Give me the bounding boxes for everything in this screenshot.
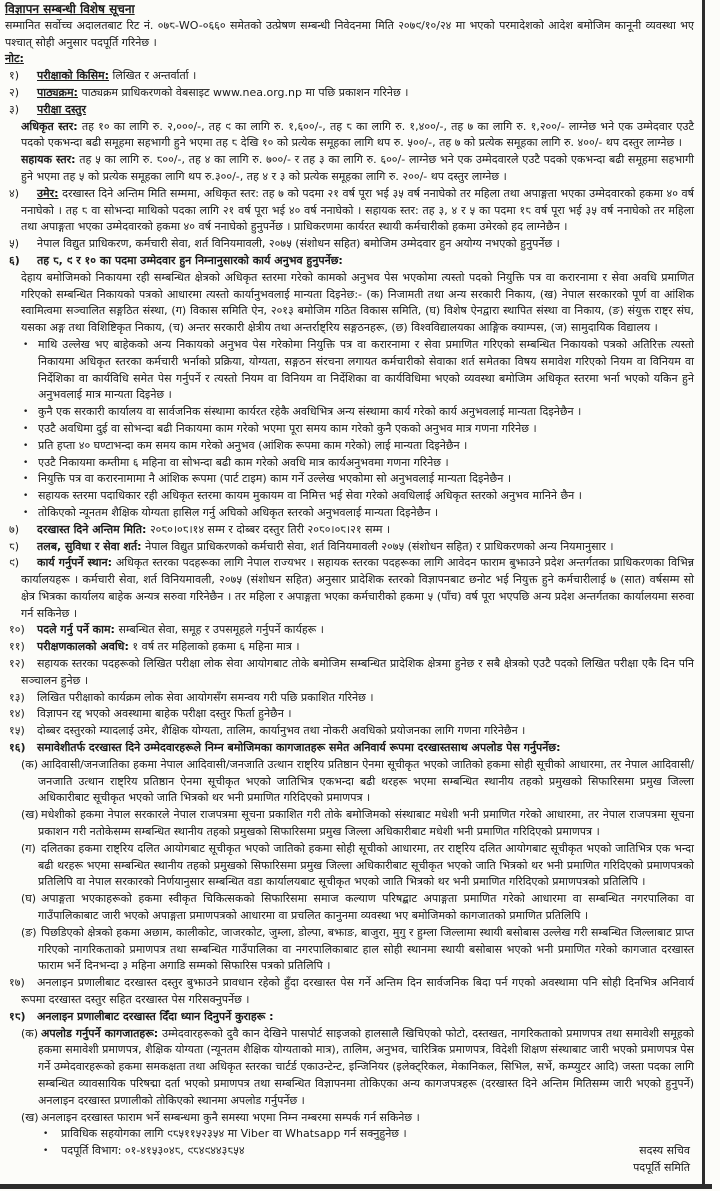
- item-text: पाठ्यक्रम प्राधिकरणको वेबसाइट www.nea.org.np मा पछि प्रकाशन गरिनेछ ।: [81, 85, 409, 99]
- signature-role: सदस्य सचिव: [639, 1144, 690, 1158]
- sub-item: [5, 1110, 694, 1127]
- bullet-item: [5, 438, 694, 455]
- item-label: परीक्षा दस्तुर: [37, 102, 87, 116]
- list-item: [5, 690, 694, 707]
- item-label: उमेर:: [37, 186, 59, 200]
- item-head: [5, 656, 694, 690]
- list-item: [5, 1009, 694, 1160]
- sub-number: (ङ): [21, 925, 37, 939]
- item-number: ८): [9, 539, 20, 553]
- sub-number: (ग): [21, 841, 36, 855]
- sub-number: (ख): [21, 808, 39, 822]
- sub-number: (ख): [21, 1110, 39, 1124]
- bullet-icon: •: [23, 407, 29, 418]
- sub-label: अधिकृत स्तर:: [21, 119, 78, 133]
- list-item: [5, 236, 694, 253]
- item-number: ९): [9, 556, 20, 570]
- sub-text: तोकिएको न्यूनतम शैक्षिक योग्यता हासिल गर्नु अघिको अधिकृत स्तरको अनुभवलाई मान्यता दिइनेछैन ।: [38, 505, 439, 519]
- item-text: सम्बन्धित सेवा, समूह र उपसमूहले गर्नुपर्ने कार्यहरू ।: [118, 623, 324, 637]
- item-head: [5, 706, 694, 723]
- item-head: [5, 975, 694, 1009]
- sub-number: (क): [21, 757, 39, 771]
- sub-text: उम्मेदवारहरूको दुवै कान देखिने पासपोर्ट साइजको हालसालै खिचिएको फोटो, दस्तखत, नागरिकताको प्रमाणपत्र तथा समावेशी समूहको हकमा समावेशी प्रमाणपत्र, शैक्षिक योग्यता (न्यूनतम शैक्षिक योग्यताको मात्र), तालिम, अनुभव, चारित्रिक प्रमाणपत्र, विदेशी शिक्षण संस्थाबाट जारी भएको प्रमाणपत्र पेस गर्ने उम्मेदवारहरूको हकमा समकक्षता तथा अधिकृत स्तरका चार्टर्ड एकाउन्टेन्ट, इन्जिनियर (इलेक्ट्रिकल, मेकानिकल, सिभिल, सर्भे, कम्प्युटर आदि) जस्ता पदका लागि सम्बन्धित व्यावसायिक परिषद्मा दर्ता भएको प्रमाणपत्र तथा सम्बन्धित विज्ञापनमा तोकिएका अन्य कागजपत्रहरू (दरखास्त दिने अन्तिम मितिसम्म जारी भएको हुनुपर्ने) अनलाइन दरखास्त प्रणालीको तोकिएको स्थानमा अपलोड गर्नुपर्नेछ ।: [38, 1026, 695, 1107]
- sub-item: [5, 807, 694, 841]
- item-number: १४): [9, 707, 25, 721]
- item-head: [5, 723, 694, 740]
- bullet-icon: •: [23, 423, 29, 434]
- item-number: १०): [9, 623, 25, 637]
- bullet-icon: •: [43, 1146, 49, 1157]
- item-label: परीक्षणकालको अवधि:: [37, 640, 129, 654]
- notice-list: [5, 68, 694, 1160]
- sub-text: एउटै अवधिमा दुई वा सोभन्दा बढी निकायमा काम गरेको भएमा पूरा समय काम गरेको कुनै एकको अनुभव मात्र गणना गरिनेछ ।: [38, 421, 537, 435]
- item-text: अनलाइन प्रणालीबाट दरखास्त दस्तुर बुझाउने प्रावधान रहेको हुँदा दरखास्त पेस गर्ने अन्तिम दिन सार्वजनिक बिदा पर्न गएको अवस्थामा पनि सोही दिनभित्र अनिवार्य रूपमा दरखास्त दस्तुर सहित दरखास्त पेस गरिसक्नुपर्नेछ ।: [21, 976, 694, 1007]
- bullet-item: [5, 505, 694, 522]
- item-text: लिखित परीक्षाको कार्यक्रम लोक सेवा आयोगसँग समन्वय गरी पछि प्रकाशित गरिनेछ ।: [37, 690, 374, 704]
- sub-text: देहाय बमोजिमको निकायमा रही सम्बन्धित क्षेत्रको अधिकृत स्तरमा गरेको कामको अनुभव पेस भएकोमा त्यस्तो पदको नियुक्ति पत्र वा करारनामा र सेवा अवधि प्रमाणित गरिएको सम्बन्धित निकायको पत्रको आधारमा त्यस्तो कार्यानुभवलाई मान्यता दिइनेछ:- (क) निजामती तथा अन्य सरकारी निकाय, (ख) नेपाल सरकारको पूर्ण वा आंशिक स्वामित्वमा सञ्चालित सङ्गठित संस्था, (ग) विकास समिति ऐन, २०१३ बमोजिम गठित विकास समिति, (घ) विशेष ऐनद्वारा स्थापित संस्था वा निकाय, (ङ) संयुक्त राष्ट्र संघ, यसका अङ्ग तथा विशिष्टिकृत निकाय, (च) अन्तर सरकारी क्षेत्रीय तथा अन्तर्राष्ट्रिय सङ्गठनहरू, (छ) विश्वविद्यालयका आङ्गिक क्याम्पस, (ज) सामुदायिक विद्यालय ।: [21, 270, 694, 335]
- sub-paragraph: [5, 152, 694, 186]
- sub-item: [5, 1026, 694, 1110]
- item-label: दरखास्त दिने अन्तिम मिति:: [37, 522, 147, 536]
- sub-text: एउटै निकायमा कम्तीमा ६ महिना वा सोभन्दा बढी काम गरेको अवधि मात्र कार्यअनुभवमा गणना गरिनेछ ।: [38, 455, 449, 469]
- sub-item: [5, 891, 694, 925]
- item-label: अनलाइन प्रणालीबाट दरखास्त दिँदा ध्यान दिनुपर्ने कुराहरू :: [37, 1009, 274, 1023]
- list-item: [5, 656, 694, 690]
- item-head: [5, 639, 694, 656]
- page-border-right: [702, 0, 705, 1186]
- item-head: [5, 622, 694, 639]
- sub-text: कुनै एक सरकारी कार्यालय वा सार्वजनिक संस्थामा कार्यरत रहेकै अवधिभित्र अन्य संस्थामा कार्य गरेको कार्य अनुभवलाई मान्यता दिइनेछैन ।: [38, 405, 582, 419]
- item-label: समावेशीतर्फ दरखास्त दिने उम्मेदवारहरूले निम्न बमोजिमका कागजातहरू समेत अनिवार्य रूपमा दरखास्तसाथ अपलोड पेस गर्नुपर्नेछ:: [37, 741, 561, 755]
- item-head: [5, 555, 694, 622]
- item-label: तह ८, ९ र १० का पदमा उम्मेदवार हुन निम्नानुसारको कार्य अनुभव हुनुपर्नेछ:: [37, 253, 343, 267]
- item-head: [5, 102, 694, 119]
- sub-text: तह १० का लागि रु. २,०००/-, तह ९ का लागि रु. १,६००/-, तह ८ का लागि रु. १,४००/-, तह ७ का लागि रु. १,२००/- लाग्नेछ भने एक उम्मेदवार एउटै पदको एकभन्दा बढी समूहमा सहभागी हुने भएमा तह ८ देखि १० को प्रत्येक समूहका लागि थप रु. ५००/-, तह ७ को प्रत्येक समूहका लागि रु. ४००/- थप दस्तुर लाग्नेछ ।: [21, 119, 695, 150]
- bullet-item: [5, 1126, 694, 1143]
- sub-paragraph: [5, 270, 694, 337]
- item-number: ११): [9, 640, 25, 654]
- sub-text: मधेशीको हकमा नेपाल सरकारले नेपाल राजपत्रमा सूचना प्रकाशित गरी तोके बमोजिमको संस्थाबाट मधेशी भनी प्रमाणित गरेको आधारमा, तर नेपाल राजपत्रमा सूचना प्रकाशन गरी नतोकेसम्म सम्बन्धित स्थानीय तहको प्रमुखको सिफारिसमा प्रमुख जिल्ला अधिकारीबाट मधेशी भनी प्रमाणित गरिदिएको प्रमाणपत्र ।: [38, 808, 694, 839]
- item-text: दरखास्त दिने अन्तिम मिति सम्ममा, अधिकृत स्तर: तह ७ को पदमा २१ वर्ष पूरा भई ३५ वर्ष ननाघेको तर महिला तथा अपाङ्गता भएका उम्मेदवारको हकमा ४० वर्ष ननाघेको । तह ८ वा सोभन्दा माथिको पदका लागि २१ वर्ष पूरा भई ४० वर्ष ननाघेको । सहायक स्तर: तह ३, ४ र ५ का पदमा १८ वर्ष पूरा भई ३५ वर्ष ननाघेको तर महिला तथा अपाङ्गता भएका उम्मेदवारको हकमा ४० वर्ष ननाघेको हुनुपर्नेछ । प्राधिकरणमा कार्यरत स्थायी कर्मचारीको हकमा उमेरको हद लाग्नेछैन ।: [21, 186, 694, 234]
- list-item: [5, 622, 694, 639]
- sub-text: सहायक स्तरमा पदाधिकार रही अधिकृत स्तरमा कायम मुकायम वा निमित्त भई सेवा गरेको अवधिलाई अधिकृत स्तरको अनुभव मानिने छैन ।: [38, 489, 582, 503]
- sub-text: दलितका हकमा राष्ट्रिय दलित आयोगबाट सूचीकृत भएको जातिको हकमा सोही सूचीको आधारमा, तर राष्ट्रिय दलित आयोगबाट सूचीकृत भएको जातिभित्र एक भन्दा बढी थरहरू भएमा सम्बन्धित स्थानीय तहको प्रमुखको सिफारिसमा प्रमुख जिल्ला अधिकारीबाट सूचीकृत भएको जाति भित्रको थर भनी प्रमाणित गरिदिएको प्रमाणपत्रको प्रतिलिपि वा नेपाल सरकारको निर्णयानुसार सम्बन्धित वडा कार्यालयबाट सूचीकृत भएको जाति भित्रको थर भनी प्रमाणित गरिदिएको प्रमाणपत्रको प्रतिलिपि ।: [38, 841, 694, 889]
- item-text: २०८०।०८।१४ सम्म र दोब्बर दस्तुर तिरी २०८०।०८।२१ सम्म ।: [149, 522, 391, 536]
- bullet-icon: •: [23, 491, 29, 502]
- item-text: नेपाल विद्युत प्राधिकरणको कर्मचारी सेवा, शर्त विनियमावली २०७५ (संशोधन सहित) र प्राधिकरणको अन्य नियमानुसार ।: [145, 539, 614, 553]
- item-number: १२): [9, 657, 25, 671]
- item-text: १ वर्ष तर महिलाको हकमा ६ महिना मात्र ।: [132, 640, 300, 654]
- sub-text: पिछडिएको क्षेत्रको हकमा अछाम, कालीकोट, जाजरकोट, जुम्ला, डोल्पा, बझाङ, बाजुरा, मुगु र हुम्ला जिल्लामा स्थायी बसोबास उल्लेख गरी सम्बन्धित जिल्लाबाट प्राप्त गरिएको नागरिकताको प्रमाणपत्र तथा सम्बन्धित गाउँपालिका वा नगरपालिकाबाट हाल सोही स्थानमा स्थायी बसोबास भएको भनी प्रमाणित गरेको कागजात दरखास्त फाराम भर्ने दिनभन्दा ३ महिना अगाडि सम्मको सिफारिस पत्रको प्रतिलिपि ।: [38, 925, 694, 973]
- list-item: [5, 253, 694, 522]
- sub-text: प्राविधिक सहयोगका लागि ९८५११५२३५४ मा Viber वा Whatsapp गर्न सक्नुहुनेछ ।: [61, 1127, 407, 1141]
- sub-item: [5, 757, 694, 807]
- bullet-item: [5, 404, 694, 421]
- item-text: नेपाल विद्युत प्राधिकरण, कर्मचारी सेवा, शर्त विनियमावली, २०७५ (संशोधन सहित) बमोजिम उम्मेदवार हुन अयोग्य नभएको हुनुपर्नेछ ।: [37, 237, 560, 251]
- item-number: ५): [9, 237, 20, 251]
- item-number: ३): [9, 102, 20, 116]
- list-item: [5, 639, 694, 656]
- bullet-icon: •: [23, 457, 29, 468]
- item-head: [5, 186, 694, 236]
- item-text: सहायक स्तरका पदहरूको लिखित परीक्षा लोक सेवा आयोगबाट तोके बमोजिम सम्बन्धित प्रादेशिक क्षेत्रमा हुनेछ र सबै क्षेत्रको एउटै पदको लिखित परीक्षा एकै दिन पनि सञ्चालन हुनेछ ।: [21, 657, 694, 687]
- page-border-bottom: [0, 1184, 712, 1189]
- item-number: ७): [9, 522, 20, 536]
- item-label: पदले गर्नु पर्ने काम:: [37, 623, 115, 637]
- item-head: [5, 68, 694, 85]
- item-text: अधिकृत स्तरका पदहरूका लागि नेपाल राज्यभर । सहायक स्तरका पदहरूका लागि आवेदन फाराम बुझाउने प्रदेश अन्तर्गतका प्राधिकरणका विभिन्न कार्यालयहरू । कर्मचारी सेवा, शर्त विनियमावली, २०७५ (संशोधन सहित) अनुसार प्रादेशिक स्तरको विज्ञापनबाट छनोट भई नियुक्त हुने कर्मचारीलाई ७ (सात) वर्षसम्म सो क्षेत्र भित्रका कार्यालय बाहेक अन्यत्र सरुवा गरिनेछैन । तर महिला र अपाङ्गता भएका कर्मचारीको हकमा ५ (पाँच) वर्ष पूरा भएपछि अन्य प्रदेश अन्तर्गतका कार्यालयमा सरुवा गर्न सकिनेछ ।: [21, 556, 694, 620]
- item-head: [5, 522, 694, 539]
- item-head: [5, 85, 694, 102]
- item-label: कार्य गर्नुपर्ने स्थान:: [37, 556, 113, 570]
- item-number: ४): [9, 186, 20, 200]
- list-item: [5, 555, 694, 622]
- item-head: [5, 236, 694, 253]
- list-item: [5, 522, 694, 539]
- item-number: ६): [9, 253, 20, 267]
- bullet-icon: •: [23, 507, 29, 518]
- list-item: [5, 706, 694, 723]
- item-number: १५): [9, 724, 25, 738]
- list-item: [5, 102, 694, 186]
- sub-text: आदिवासी/जनजातिका हकमा नेपाल आदिवासी/जनजाति उत्थान राष्ट्रिय प्रतिष्ठान ऐनमा सूचीकृत भएको जातिको हकमा सोही सूचीको आधारमा, तर नेपाल आदिवासी/जनजाति उत्थान राष्ट्रिय प्रतिष्ठान ऐनमा सूचीकृत भएको जातिभित्र एकभन्दा बढी थरहरू भएमा सम्बन्धित स्थानीय तहको प्रमुखको सिफारिसमा प्रमुख जिल्ला अधिकारीबाट सूचीकृत भएको जाति भित्रको थर भनी प्रमाणित गरिदिएको प्रमाणपत्र ।: [38, 757, 694, 805]
- item-head: [5, 740, 694, 757]
- item-head: [5, 539, 694, 556]
- list-item: [5, 539, 694, 556]
- item-text: लिखित र अन्तर्वार्ता ।: [112, 69, 197, 83]
- bullet-item: [5, 488, 694, 505]
- item-number: २): [9, 85, 20, 99]
- sub-text: पदपूर्ति विभाग: ०१-४१५३०४८, ९८४९४४३८५४: [61, 1144, 245, 1158]
- sub-text: प्रति हप्ता ४० घण्टाभन्दा कम समय काम गरेको अनुभव (आंशिक रूपमा काम गरेको) लाई मान्यता दिइनेछैन ।: [38, 438, 468, 452]
- signature-committee: पदपूर्ति समिति: [633, 1161, 690, 1175]
- item-number: १): [9, 69, 20, 83]
- list-item: [5, 186, 694, 236]
- sub-text: नियुक्ति पत्र वा करारनामामा नै आंशिक रूपमा (पार्ट टाइम) काम गर्ने उल्लेख भएकोमा सो अनुभवलाई मान्यता दिइनेछैन ।: [38, 472, 511, 486]
- bullet-icon: •: [43, 1129, 49, 1140]
- item-number: १८): [9, 1009, 26, 1023]
- item-head: [5, 1009, 694, 1026]
- note-label: नोट:: [5, 52, 24, 66]
- item-label: तलब, सुविधा र सेवा शर्त:: [37, 539, 142, 553]
- bullet-icon: •: [23, 339, 29, 350]
- bullet-item: [5, 471, 694, 488]
- sub-text: अनलाइन दरखास्त फाराम भर्ने सम्बन्धमा कुनै समस्या भएमा निम्न नम्बरमा सम्पर्क गर्न सकिनेछ ।: [41, 1110, 420, 1124]
- item-head: [5, 253, 694, 270]
- bullet-item: [5, 1143, 694, 1160]
- sub-label: सहायक स्तर:: [21, 153, 76, 167]
- bullet-item: [5, 337, 694, 404]
- item-text: दोब्बर दस्तुरको म्यादलाई उमेर, शैक्षिक योग्यता, तालिम, कार्यानुभव तथा नोकरी अवधिको प्रयोजनका लागि गणना गरिनेछैन ।: [37, 724, 526, 738]
- item-label: परीक्षाको किसिम:: [37, 69, 110, 83]
- item-text: विज्ञापन रद्द भएको अवस्थामा बाहेक परीक्षा दस्तुर फिर्ता हुनेछैन ।: [37, 707, 292, 721]
- item-number: १६): [9, 741, 26, 755]
- intro-paragraph: सम्मानित सर्वोच्च अदालतबाट रिट नं. ०७८-WO-०६६० समेतको उत्प्रेषण सम्बन्धी निवेदनमा मिति २०७९/१०/२४ मा भएको परमादेशको आदेश बमोजिम कानूनी व्यवस्था भए पश्चात् सोही अनुसार पदपूर्ति गरिनेछ ।: [5, 18, 694, 49]
- item-number: १७): [9, 976, 25, 990]
- bullet-icon: •: [23, 440, 29, 451]
- list-item: [5, 723, 694, 740]
- sub-number: (क): [21, 1026, 39, 1040]
- list-item: [5, 85, 694, 102]
- sub-paragraph: [5, 119, 694, 153]
- item-head: [5, 690, 694, 707]
- page-title: विज्ञापन सम्बन्धी विशेष सूचना: [5, 2, 135, 16]
- list-item: [5, 68, 694, 85]
- bullet-item: [5, 421, 694, 438]
- sub-text: तह ५ का लागि रु. ८००/-, तह ४ का लागि रु. ७००/- र तह ३ का लागि रु. ६००/- लाग्नेछ भने एक उम्मेदवारले एउटै पदको एकभन्दा बढी समूहमा सहभागी हुने भएमा तह ५ को प्रत्येक समूहका लागि थप रु.३००/-, तह ४ र ३ को प्रत्येक समूहका लागि रु. २००/- थप दस्तुर लाग्नेछ ।: [21, 153, 694, 183]
- list-item: [5, 975, 694, 1009]
- sub-text: अपाङ्गता भएकाहरूको हकमा स्वीकृत चिकित्सकको सिफारिसमा समाज कल्याण परिषद्बाट अपाङ्गता प्रमाणित गरेको आधारमा वा सम्बन्धित नगरपालिका वा गाउँपालिकाबाट जारी भएको अपाङ्गता प्रमाणपत्रको आधारमा वा प्रचलित कानुनमा व्यवस्था भए बमोजिमको कागजातको प्रमाणित प्रतिलिपि ।: [38, 892, 694, 923]
- sub-text: माथि उल्लेख भए बाहेकको अन्य निकायको अनुभव पेस गरेकोमा नियुक्ति पत्र वा करारनामा र सेवा प्रमाणित गरिएको सम्बन्धित निकायको पत्रको अतिरिक्त त्यस्तो निकायमा अधिकृत स्तरका कर्मचारी भर्नाको प्रक्रिया, योग्यता, सङ्गठन संरचना लगायत कर्मचारीको सेवाका शर्त समेतका विषय समावेश गरिएको नियम वा विनियम वा निर्देशिका वा कार्यविधि समेत पेस गर्नुपर्ने र त्यस्तो नियम वा विनियम वा निर्देशिका वा कार्यविधिमा भएको व्यवस्था बमोजिम अधिकृत स्तरमा भर्ना भएको यकिन हुने अनुभवलाई मात्र मान्यता दिइनेछ ।: [38, 337, 694, 402]
- item-number: १३): [9, 690, 25, 704]
- sub-number: (घ): [21, 892, 37, 906]
- item-label: पाठ्यक्रम:: [37, 85, 78, 99]
- bullet-icon: •: [23, 474, 29, 485]
- bullet-item: [5, 455, 694, 472]
- sub-item: [5, 841, 694, 891]
- list-item: [5, 740, 694, 975]
- sub-label: अपलोड गर्नुपर्ने कागजातहरू:: [41, 1026, 159, 1040]
- sub-item: [5, 925, 694, 975]
- footer-signature: [633, 1143, 690, 1177]
